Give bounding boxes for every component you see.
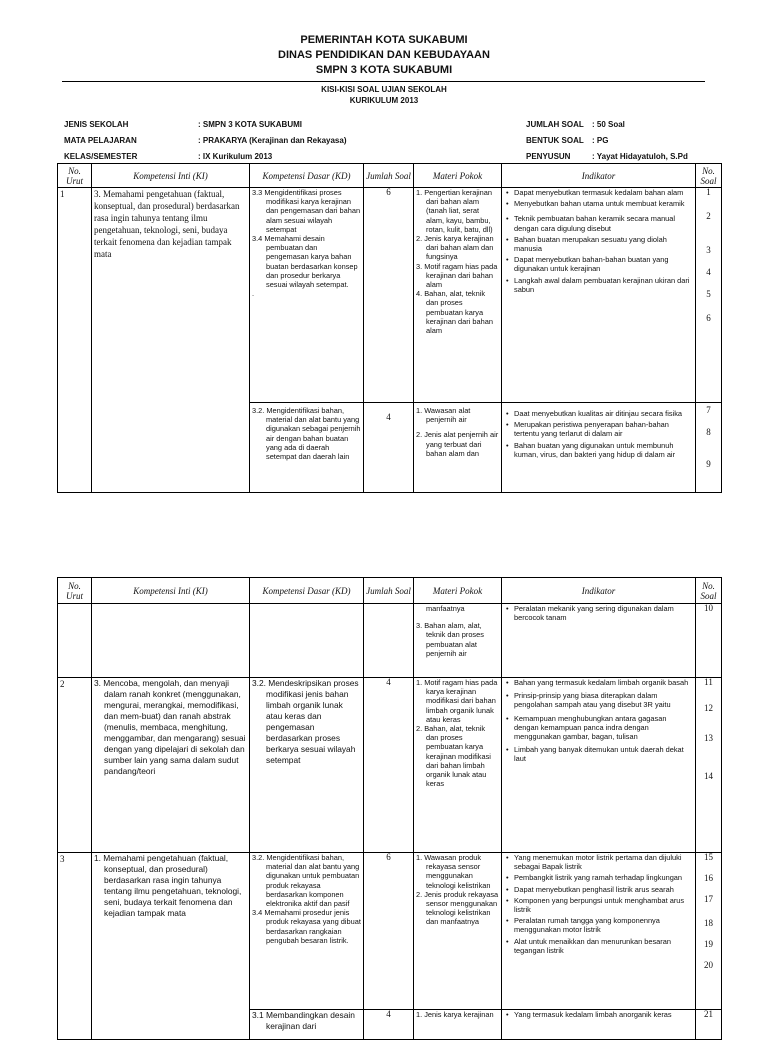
jumlah-soal xyxy=(364,604,414,678)
materi-item: 1. Jenis karya kerajinan xyxy=(416,1010,494,1019)
materi-item: 1. Pengertian kerajinan dari bahan alam (tanah liat, serat alam, kayu, bambu, rotan, kulit, batu, dll) xyxy=(416,188,493,234)
indikator-item: • Peralatan mekanik yang sering digunakan dalam bercocok tanam xyxy=(504,604,693,622)
col-header-indikator: Indikator xyxy=(502,164,696,188)
indikator-item: • Bahan yang termasuk kedalam limbah organik basah xyxy=(504,678,693,687)
nosoal-item: 7 xyxy=(706,405,711,415)
table-row xyxy=(58,678,722,853)
meta-label: BENTUK SOAL xyxy=(526,136,584,145)
document-title: KISI-KISI SOAL UJIAN SEKOLAH xyxy=(321,85,447,94)
meta-value: : PG xyxy=(592,136,609,145)
kompetensi-dasar xyxy=(250,188,364,403)
nosoal-item: 18 xyxy=(704,918,713,928)
materi-item: 1. Wawasan alat penjernih air xyxy=(416,406,471,425)
row-number: 2 xyxy=(58,678,92,853)
nomor-soal xyxy=(696,188,722,403)
indikator-item: • Menyebutkan bahan utama untuk membuat keramik xyxy=(504,199,693,208)
materi-pokok xyxy=(414,678,502,853)
kompetensi-dasar xyxy=(250,403,364,493)
indikator-item: • Yang termasuk kedalam limbah anorganik keras xyxy=(504,1010,693,1019)
nosoal-item: 20 xyxy=(704,960,713,970)
meta-left-3 xyxy=(64,151,272,162)
col-header-nosoal: No. Soal xyxy=(696,578,722,604)
materi-item: 2. Jenis alat penjernih air yang terbuat dari bahan alam dan xyxy=(416,430,499,458)
materi-item: 3. Bahan alam, alat, teknik dan proses pembuatan alat penjernih air xyxy=(416,621,484,658)
indikator-item: • Peralatan rumah tangga yang komponennya menggunakan motor listrik xyxy=(504,916,693,934)
kd-item: 3.2. Mendeskripsikan proses modifikasi jenis bahan limbah organik lunak atau keras dan pengemasan berdasarkan proses berkarya sesuai wilayah setempat xyxy=(252,678,359,765)
indikator xyxy=(502,853,696,1010)
indikator xyxy=(502,188,696,403)
meta-label: PENYUSUN xyxy=(526,152,571,161)
table-header-row xyxy=(58,164,722,188)
materi-pokok xyxy=(414,604,502,678)
nomor-soal xyxy=(696,604,722,678)
kd-item: 3.3 Mengidentifikasi proses modifikasi karya kerajinan dan pengemasan dari bahan alam sesuai wilayah setempat xyxy=(252,188,361,234)
materi-item: 1. Wawasan produk rekayasa sensor menggunakan teknologi kelistrikan xyxy=(416,853,491,890)
kompetensi-inti xyxy=(92,604,250,678)
indikator-item: • Daat menyebutkan kualitas air ditinjau secara fisika xyxy=(504,409,693,418)
indikator-item: • Limbah yang banyak ditemukan untuk daerah dekat laut xyxy=(504,745,693,763)
kd-item: 3.2. Mengidentifikasi bahan, material dan alat bantu yang digunakan untuk pembuatan produk rekayasa berdasarkan komponen elektronika aktif dan pasif xyxy=(252,853,360,909)
nosoal-item: 13 xyxy=(704,733,713,743)
nosoal-item: 9 xyxy=(706,459,711,469)
nosoal-item: 15 xyxy=(704,852,713,862)
table-row xyxy=(58,604,722,678)
kompetensi-inti: 3. Memahami pengetahuan (faktual, konseptual, dan prosedural) berdasarkan rasa ingin tahunya tentang ilmu pengetahuan, teknologi, seni, budaya terkait fenomena dan kejadian tampak mata xyxy=(92,188,250,493)
nosoal-item: 8 xyxy=(706,427,711,437)
meta-value: : PRAKARYA (Kerajinan dan Rekayasa) xyxy=(198,136,347,145)
jumlah-soal: 4 xyxy=(364,1010,414,1040)
col-header-kd: Kompetensi Dasar (KD) xyxy=(250,578,364,604)
header-school: SMPN 3 KOTA SUKABUMI xyxy=(315,64,453,76)
materi-item: 2. Jenis karya kerajinan dari bahan alam dan fungsinya xyxy=(416,234,494,262)
grid-table-page-2 xyxy=(57,577,722,1040)
meta-label: KELAS/SEMESTER xyxy=(64,152,138,161)
col-header-jumlah: Jumlah Soal xyxy=(364,578,414,604)
meta-right-2 xyxy=(526,135,608,146)
nomor-soal xyxy=(696,1010,722,1040)
curriculum-label: KURIKULUM 2013 xyxy=(349,96,419,105)
meta-label: JUMLAH SOAL xyxy=(526,120,584,129)
indikator-item: • Komponen yang berpungsi untuk menghambat arus listrik xyxy=(504,896,693,914)
col-header-no: No. Urut xyxy=(58,164,92,188)
meta-value: : SMPN 3 KOTA SUKABUMI xyxy=(198,120,302,129)
materi-item: 1. Motif ragam hias pada karya kerajinan modifikasi dari bahan limbah organik lunak atau keras xyxy=(416,678,498,724)
header-government: PEMERINTAH KOTA SUKABUMI xyxy=(300,34,468,46)
meta-value: : 50 Soal xyxy=(592,120,625,129)
indikator-item: • Merupakan peristiwa penyerapan bahan-bahan tertentu yang terlarut di dalam air xyxy=(504,420,693,438)
indikator xyxy=(502,403,696,493)
indikator-item: • Langkah awal dalam pembuatan kerajinan ukiran dari sabun xyxy=(504,276,693,294)
col-header-materi: Materi Pokok xyxy=(414,578,502,604)
nosoal-item: 4 xyxy=(706,267,711,277)
col-header-jumlah: Jumlah Soal xyxy=(364,164,414,188)
nosoal-item: 10 xyxy=(704,603,713,613)
nosoal-item: 3 xyxy=(706,245,711,255)
row-number: 1 xyxy=(58,188,92,493)
row-number: 3 xyxy=(58,853,92,1040)
materi-pokok xyxy=(414,403,502,493)
nosoal-item: 1 xyxy=(706,187,711,197)
kompetensi-dasar xyxy=(250,853,364,1010)
indikator-item: • Pembangkit listrik yang ramah terhadap lingkungan xyxy=(504,873,693,882)
meta-left-2 xyxy=(64,135,347,146)
indikator-item: • Teknik pembuatan bahan keramik secara manual dengan cara digulung disebut xyxy=(504,214,693,232)
materi-pokok xyxy=(414,188,502,403)
kd-item: 3.1 Membandingkan desain kerajinan dari xyxy=(252,1010,355,1031)
nomor-soal xyxy=(696,403,722,493)
header-department: DINAS PENDIDIKAN DAN KEBUDAYAAN xyxy=(278,49,490,61)
nosoal-item: 2 xyxy=(706,211,711,221)
nosoal-item: 17 xyxy=(704,894,713,904)
kompetensi-dasar xyxy=(250,678,364,853)
nosoal-item: 19 xyxy=(704,939,713,949)
indikator-item: • Prinsip-prinsip yang biasa diterapkan dalam pengolahan sampah atau yang disebut 3R yaitu xyxy=(504,691,693,709)
indikator-item: • Kemampuan menghubungkan antara gagasan dengan kemampuan panca indra dengan menggunakan gambar, bagan, tulisan xyxy=(504,714,693,742)
kompetensi-inti xyxy=(92,678,250,853)
kd-item: 3.4 Memahami desain pembuatan dan pengemasan karya bahan buatan berdasarkan konsep dan prosedur berkarya sesuai wilayah setempat. xyxy=(252,234,358,290)
kd-item: 3.2. Mengidentifikasi bahan, material dan alat bantu yang digunakan sebagai penjernih air dengan bahan buatan yang ada di daerah setempat dan daerah lain xyxy=(252,406,361,462)
kd-item: 3.4 Memahami prosedur jenis produk rekayasa yang dibuat berdasarkan rangkaian pengubah besaran listrik. xyxy=(252,908,361,945)
materi-item: manfaatnya xyxy=(426,604,465,613)
materi-pokok xyxy=(414,1010,502,1040)
indikator xyxy=(502,678,696,853)
indikator-item: • Yang menemukan motor listrik pertama dan dijuluki sebagai Bapak listrik xyxy=(504,853,693,871)
indikator xyxy=(502,604,696,678)
jumlah-soal: 6 xyxy=(364,853,414,1010)
row-number xyxy=(58,604,92,678)
indikator-item: • Bahan buatan merupakan sesuatu yang diolah manusia xyxy=(504,235,693,253)
materi-item: 3. Motif ragam hias pada kerajinan dari bahan alam xyxy=(416,261,498,290)
materi-item: 4. Bahan, alat, teknik dan proses pembuatan karya kerajinan dari bahan alam xyxy=(416,289,493,336)
materi-item: 2. Jenis produk rekayasa sensor menggunakan teknologi kelistrikan dan manfaatnya xyxy=(416,889,499,927)
nosoal-item: 14 xyxy=(704,771,713,781)
meta-label: JENIS SEKOLAH xyxy=(64,120,129,129)
col-header-nosoal: No. Soal xyxy=(696,164,722,188)
nosoal-item: 5 xyxy=(706,289,711,299)
meta-left-1 xyxy=(64,119,302,130)
meta-right-3 xyxy=(526,151,688,162)
meta-value: : IX Kurikulum 2013 xyxy=(198,152,273,161)
nomor-soal xyxy=(696,678,722,853)
jumlah-soal: 6 xyxy=(364,188,414,403)
col-header-materi: Materi Pokok xyxy=(414,164,502,188)
materi-pokok xyxy=(414,853,502,1010)
nosoal-item: 21 xyxy=(704,1009,713,1019)
jumlah-soal: 4 xyxy=(364,403,414,493)
nosoal-item: 16 xyxy=(704,873,713,883)
nosoal-item: 6 xyxy=(706,313,711,323)
kompetensi-dasar xyxy=(250,1010,364,1040)
indikator-item: • Dapat menyebutkan bahan-bahan buatan yang digunakan untuk kerajinan xyxy=(504,255,693,273)
meta-label: MATA PELAJARAN xyxy=(64,136,137,145)
table-row xyxy=(58,853,722,1010)
ki-text: 3. Mencoba, mengolah, dan menyaji dalam ranah konkret (menggunakan, mengurai, merangkai, memodifikasi, dan mem-buat) dan ranah abstrak (menulis, membaca, menghitung, menggambar, dan mengarang) sesuai dengan yang dipelajari di sekolah dan sumber lain yang sama dalam sudut pandang/teori xyxy=(94,678,246,776)
meta-value: : Yayat Hidayatuloh, S.Pd xyxy=(592,152,688,161)
nosoal-item: 11 xyxy=(704,677,713,687)
meta-right-1 xyxy=(526,119,625,130)
indikator xyxy=(502,1010,696,1040)
materi-item: 2. Bahan, alat, teknik dan proses pembuatan karya kerajinan modifikasi dari bahan limbah organik lunak atau keras xyxy=(416,724,491,789)
nomor-soal xyxy=(696,853,722,1010)
ki-text: 1. Memahami pengetahuan (faktual, konseptual, dan prosedural) berdasarkan rasa ingin tahunya tentang ilmu pengetahuan, teknologi, seni, budaya terkait fenomena dan kejadian tampak mata xyxy=(94,853,242,918)
col-header-ki: Kompetensi Inti (KI) xyxy=(92,164,250,188)
col-header-no: No. Urut xyxy=(58,578,92,604)
table-row xyxy=(58,188,722,403)
col-header-ki: Kompetensi Inti (KI) xyxy=(92,578,250,604)
indikator-item: • Bahan buatan yang digunakan untuk membunuh kuman, virus, dan bakteri yang hidup di dalam air xyxy=(504,441,693,459)
col-header-kd: Kompetensi Dasar (KD) xyxy=(250,164,364,188)
indikator-item: • Dapat menyebutkan termasuk kedalam bahan alam xyxy=(504,188,693,197)
header-divider xyxy=(62,81,705,82)
table-header-row xyxy=(58,578,722,604)
kompetensi-dasar xyxy=(250,604,364,678)
nosoal-item: 12 xyxy=(704,703,713,713)
grid-table-page-1 xyxy=(57,163,722,493)
indikator-item: • Dapat menyebutkan penghasil listrik arus searah xyxy=(504,885,693,894)
kompetensi-inti xyxy=(92,853,250,1040)
col-header-indikator: Indikator xyxy=(502,578,696,604)
indikator-item: • Alat untuk menaikkan dan menurunkan besaran tegangan listrik xyxy=(504,937,693,955)
jumlah-soal: 4 xyxy=(364,678,414,853)
kd-item: . xyxy=(252,289,255,299)
